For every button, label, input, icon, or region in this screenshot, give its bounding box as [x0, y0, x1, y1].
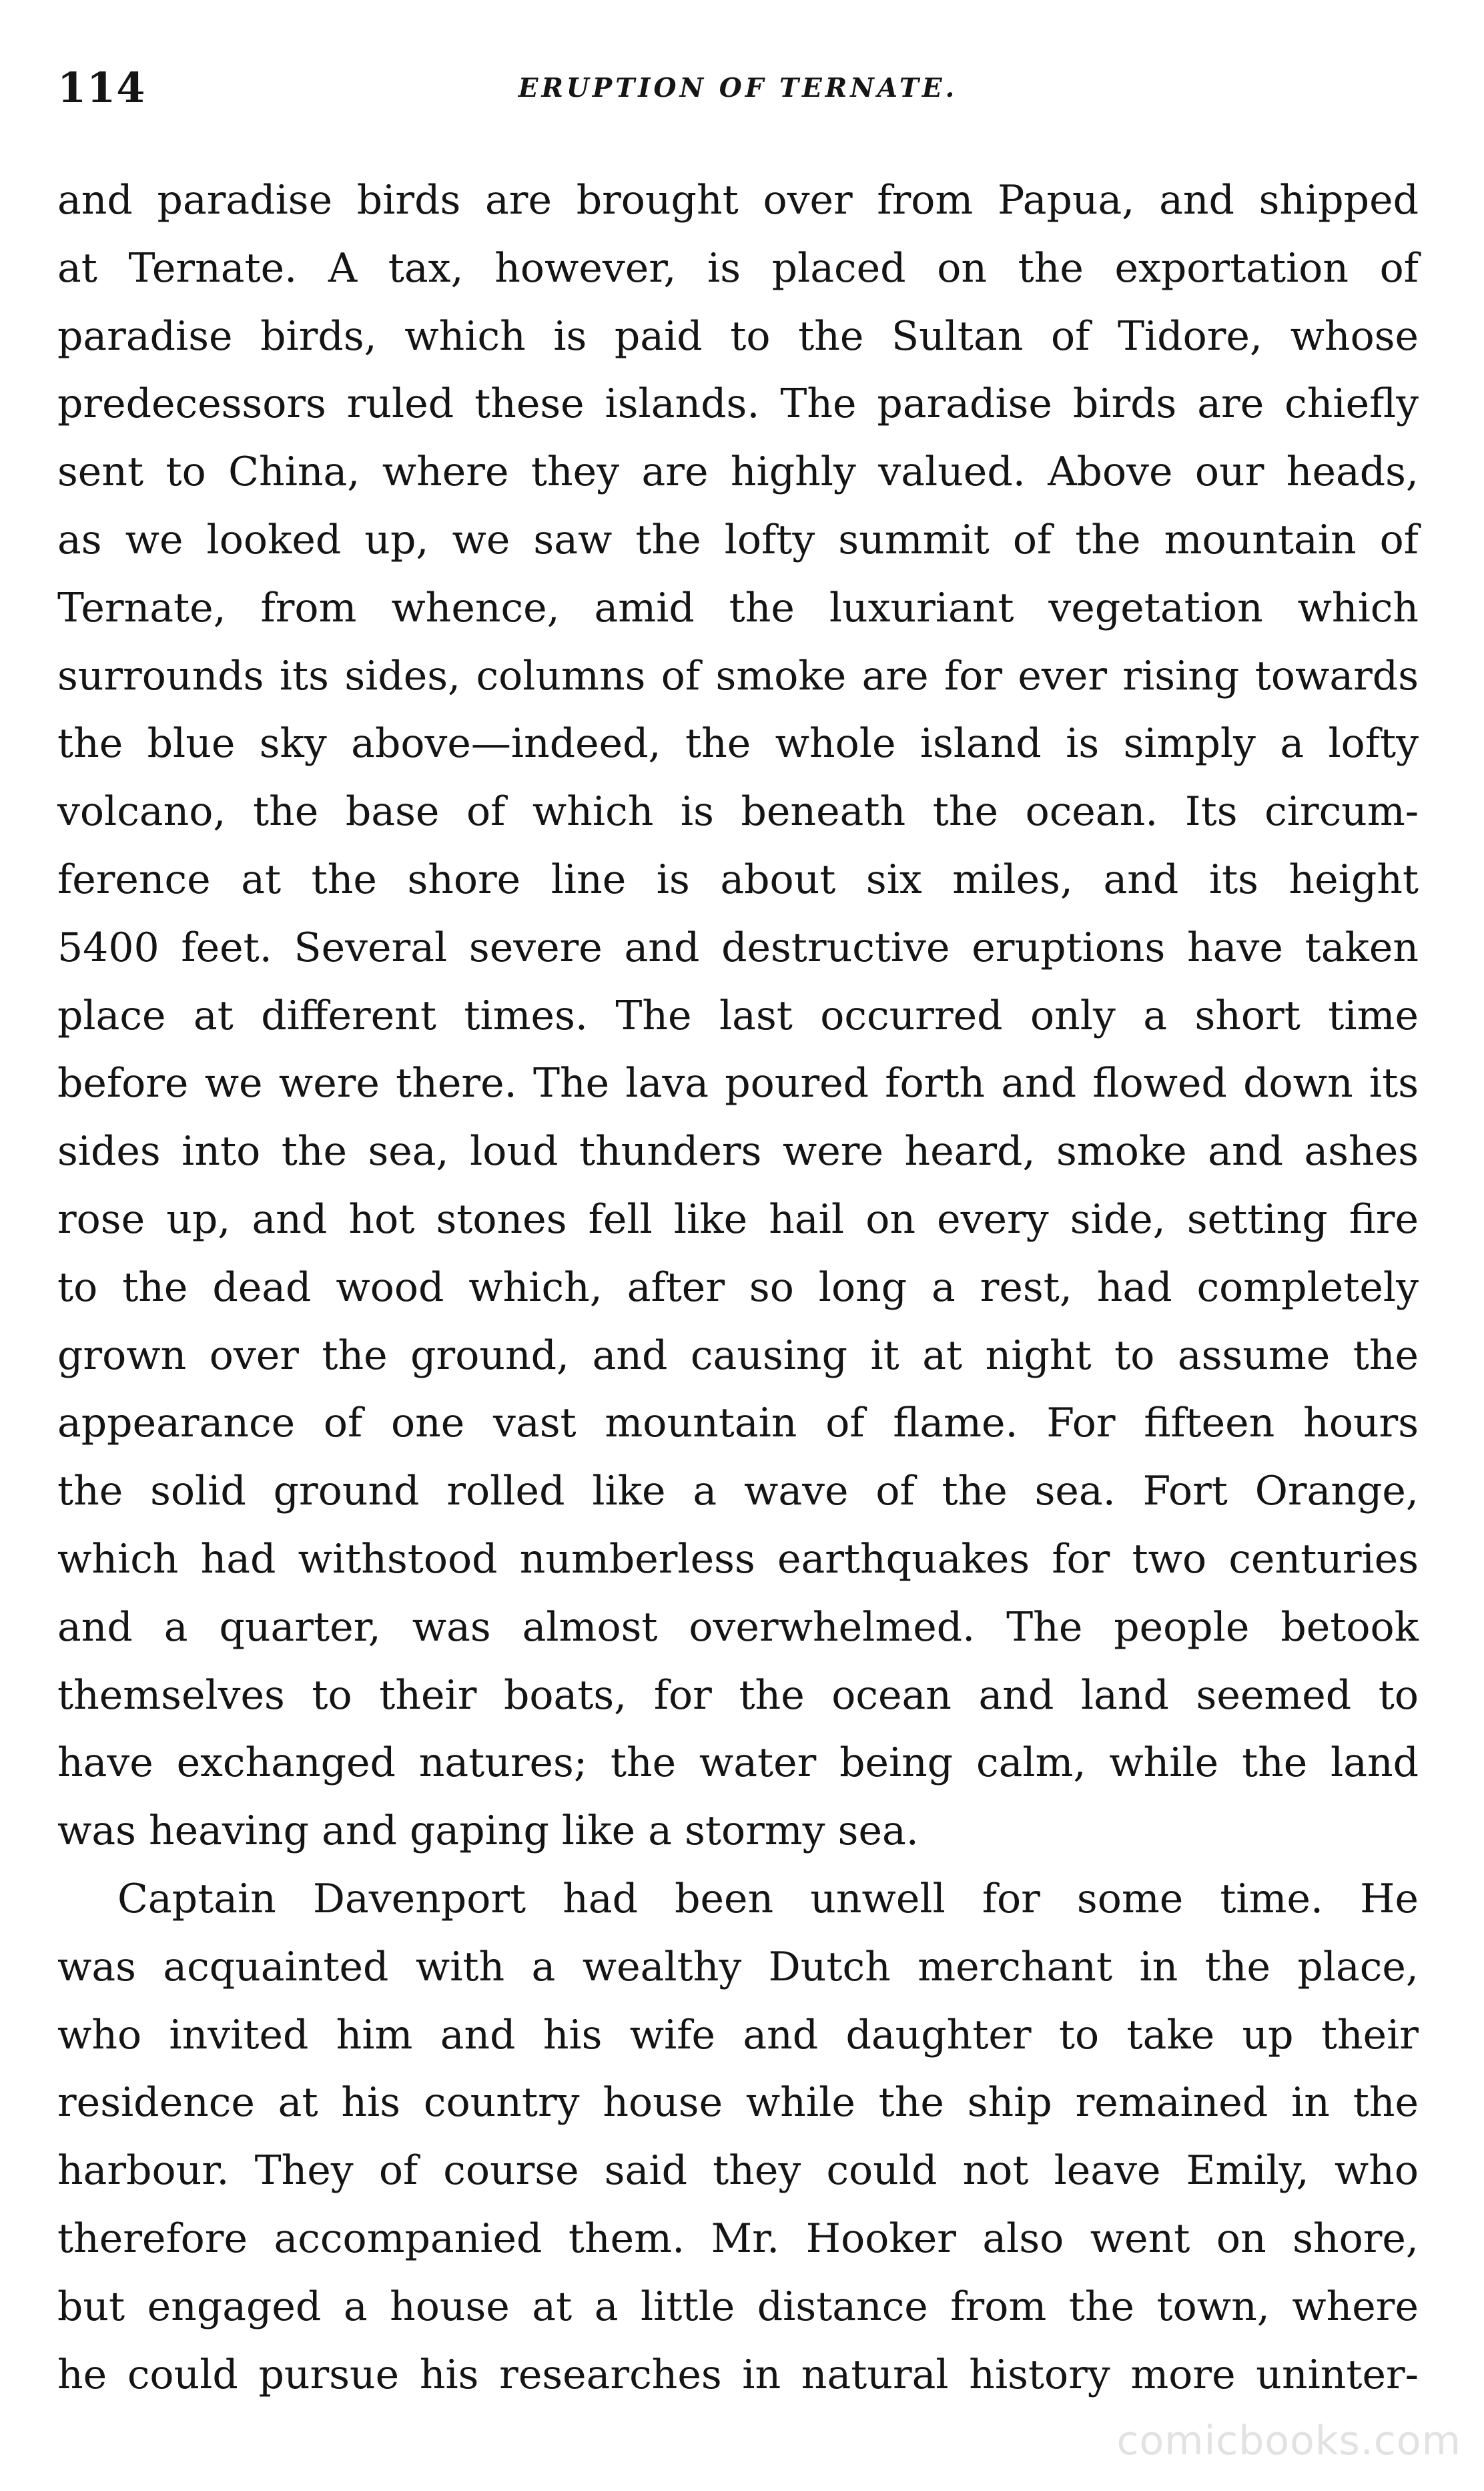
text-line: and paradise birds are brought over from Papua, and shipped — [57, 177, 1419, 224]
text-line: the blue sky above—indeed, the whole island is simply a lofty — [57, 720, 1419, 768]
body-text — [57, 167, 1419, 2409]
text-line: which had withstood numberless earthquakes for two centuries — [57, 1535, 1419, 1583]
text-line: before we were there. The lava poured forth and flowed down its — [57, 1060, 1419, 1107]
page-header — [57, 61, 1419, 115]
text-line: place at different times. The last occurred only a short time — [57, 992, 1419, 1039]
running-title: ERUPTION OF TERNATE. — [518, 73, 958, 103]
text-line: 5400 feet. Several severe and destructive eruptions have taken — [57, 924, 1419, 971]
text-line: appearance of one vast mountain of flame. For fifteen hours — [57, 1400, 1419, 1447]
text-line: grown over the ground, and causing it at night to assume the — [57, 1332, 1419, 1379]
text-line: ference at the shore line is about six miles, and its height — [57, 856, 1419, 903]
text-line: sides into the sea, loud thunders were heard, smoke and ashes — [57, 1128, 1419, 1175]
text-line: predecessors ruled these islands. The paradise birds are chiefly — [57, 380, 1419, 428]
text-line: volcano, the base of which is beneath the ocean. Its circum- — [57, 788, 1419, 836]
text-line: paradise birds, which is paid to the Sultan of Tidore, whose — [57, 312, 1419, 360]
text-line: Ternate, from whence, amid the luxuriant vegetation which — [57, 584, 1419, 631]
text-line: but engaged a house at a little distance from the town, where — [57, 2283, 1419, 2330]
text-line: the solid ground rolled like a wave of the sea. Fort Orange, — [57, 1468, 1419, 1515]
text-line: Captain Davenport had been unwell for some time. He — [117, 1875, 1419, 1922]
text-line: surrounds its sides, columns of smoke are for ever rising towards — [57, 652, 1419, 700]
text-line: harbour. They of course said they could not leave Emily, who — [57, 2147, 1419, 2195]
text-line: was acquainted with a wealthy Dutch merchant in the place, — [57, 1943, 1419, 1990]
text-line: themselves to their boats, for the ocean and land seemed to — [57, 1671, 1419, 1719]
text-line: as we looked up, we saw the lofty summit of the mountain of — [57, 516, 1419, 563]
text-line: to the dead wood which, after so long a rest, had completely — [57, 1264, 1419, 1311]
text-line: rose up, and hot stones fell like hail on every side, setting fire — [57, 1195, 1419, 1243]
watermark: comicbooks.com — [1116, 2418, 1461, 2464]
text-line: therefore accompanied them. Mr. Hooker also went on shore, — [57, 2215, 1419, 2262]
page-number: 114 — [57, 63, 146, 112]
text-line: he could pursue his researches in natural history more uninter- — [57, 2351, 1419, 2398]
text-line: have exchanged natures; the water being calm, while the land — [57, 1739, 1419, 1787]
text-line: at Ternate. A tax, however, is placed on the exportation of — [57, 244, 1419, 292]
text-line: who invited him and his wife and daughter to take up their — [57, 2011, 1419, 2058]
text-line: residence at his country house while the ship remained in the — [57, 2079, 1419, 2127]
text-line: was heaving and gaping like a stormy sea. — [57, 1808, 919, 1855]
text-line: and a quarter, was almost overwhelmed. The people betook — [57, 1603, 1419, 1651]
text-line: sent to China, where they are highly valued. Above our heads, — [57, 449, 1419, 496]
